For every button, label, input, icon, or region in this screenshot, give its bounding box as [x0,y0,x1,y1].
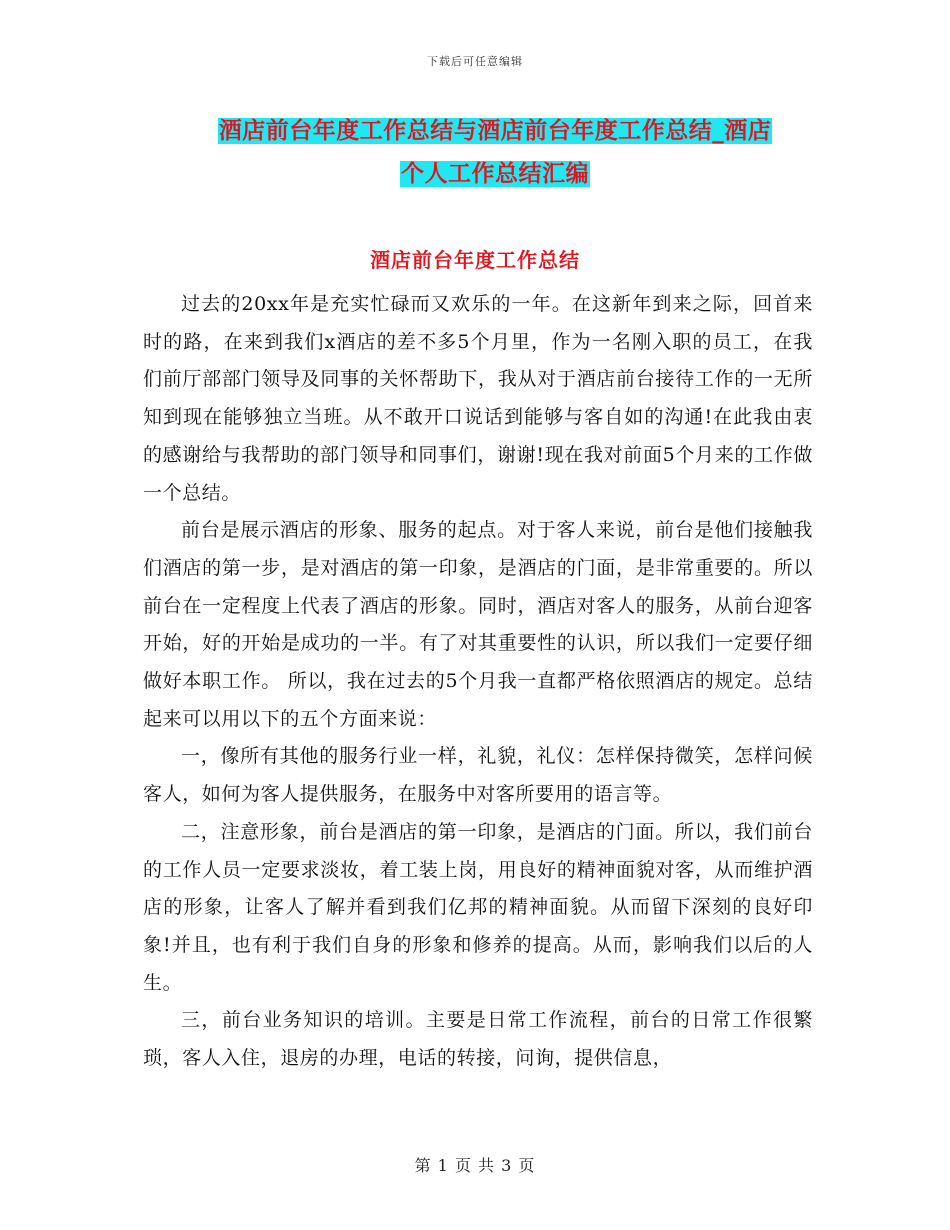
paragraph-intro: 过去的20xx年是充实忙碌而又欢乐的一年。在这新年到来之际，回首来时的路，在来到我们x酒店的差不多5个月里，作为一名刚入职的员工，在我们前厅部部门领导及同事的关怀帮助下，我从对于酒店前台接待工作的一无所知到现在能够独立当班。从不敢开口说话到能够与客自如的沟通!在此我由衷的感谢给与我帮助的部门领导和同事们，谢谢!现在我对前面5个月来的工作做一个总结。 [143,293,813,504]
title-highlight-1: 酒店前台年度工作总结与酒店前台年度工作总结_酒店 [218,118,772,144]
section-heading: 酒店前台年度工作总结 [370,248,580,272]
title-highlight-2: 个人工作总结汇编 [401,161,589,187]
page-footer: 第 1 页 共 3 页 [414,1156,536,1175]
header-note: 下载后可任意编辑 [427,55,523,68]
paragraph-point-two: 二，注意形象，前台是酒店的第一印象，是酒店的门面。所以，我们前台的工作人员一定要求淡妆，着工装上岗，用良好的精神面貌对客，从而维护酒店的形象，让客人了解并看到我们亿邦的精神面貌。从而留下深刻的良好印象!并且，也有利于我们自身的形象和修养的提高。从而，影响我们以后的人生。 [143,820,813,994]
body-text [143,286,813,1078]
paragraph-front-desk-role: 前台是展示酒店的形象、服务的起点。对于客人来说，前台是他们接触我们酒店的第一步，是对酒店的第一印象，是酒店的门面，是非常重要的。所以前台在一定程度上代表了酒店的形象。同时，酒店对客人的服务，从前台迎客开始，好的开始是成功的一半。有了对其重要性的认识，所以我们一定要仔细做好本职工作。 所以，我在过去的5个月我一直都严格依照酒店的规定。总结起来可以用以下的五个方面来说： [143,519,813,730]
document-title-line-1 [140,108,850,154]
document-title-line-2 [140,151,850,197]
paragraph-point-three: 三，前台业务知识的培训。主要是日常工作流程，前台的日常工作很繁琐，客人入住，退房的办理，电话的转接，问询，提供信息， [143,1009,813,1070]
paragraph-point-one: 一，像所有其他的服务行业一样，礼貌，礼仪：怎样保持微笑，怎样问候客人，如何为客人提供服务，在服务中对客所要用的语言等。 [143,745,813,806]
